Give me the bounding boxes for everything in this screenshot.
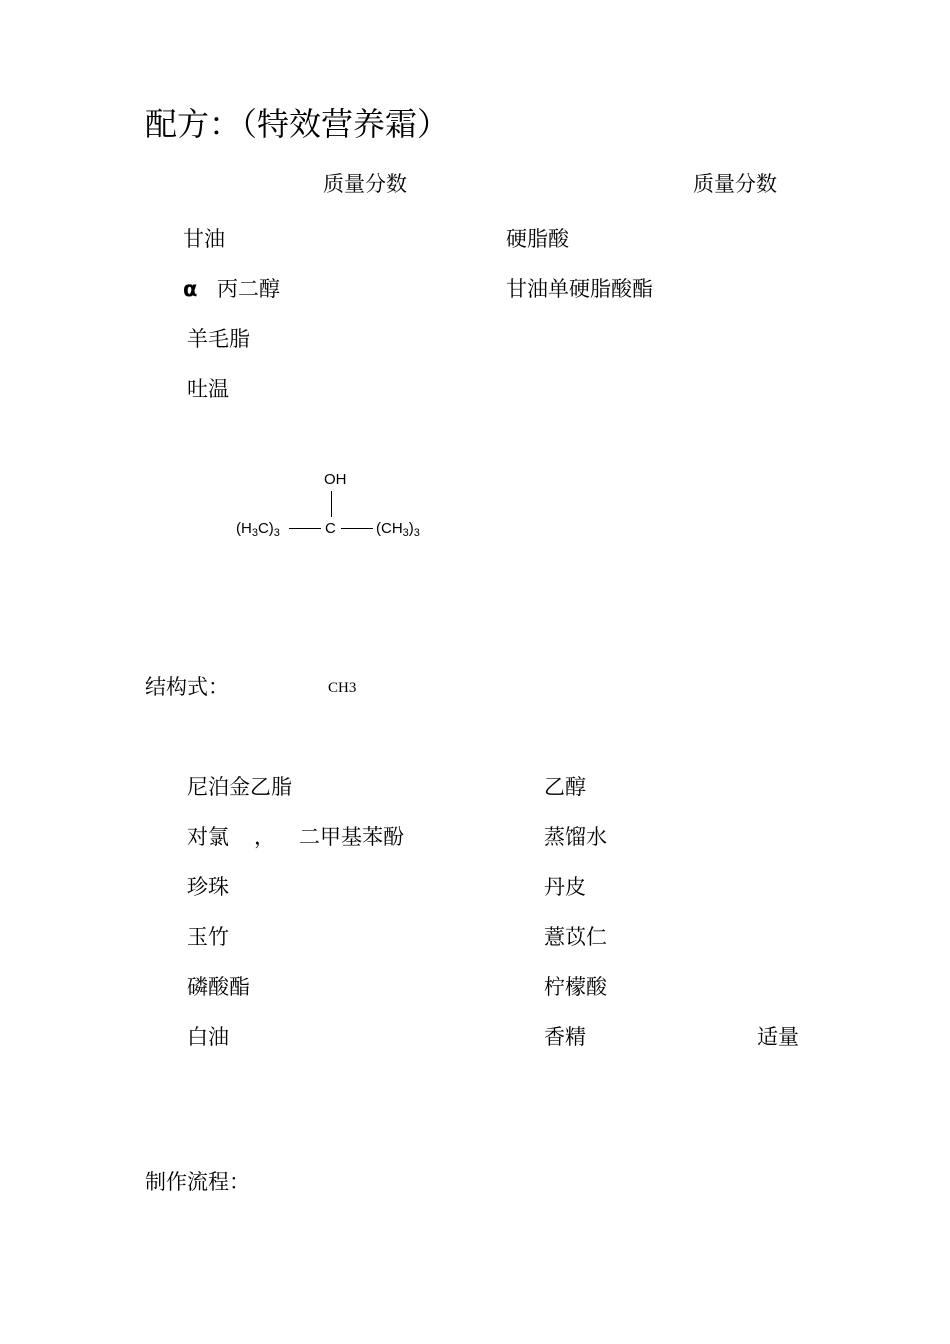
center-carbon-label: C [325,520,336,537]
structure-label: 结构式： [145,675,229,699]
ingredient-pearl: 珍珠 [187,875,229,899]
appropriate-amount-note: 适量 [757,1025,799,1049]
header-mass-fraction-2: 质量分数 [693,172,777,196]
process-label: 制作流程： [145,1170,250,1194]
ingredient-fragrance: 香精 [544,1025,586,1049]
ingredient-distilled-water: 蒸馏水 [544,825,607,849]
left-bond [289,528,321,529]
ingredient-polygonatum: 玉竹 [187,925,229,949]
ingredient-p-chloro: 对氯 [187,825,229,849]
ingredient-white-oil: 白油 [187,1025,229,1049]
ingredient-citric-acid: 柠檬酸 [544,975,607,999]
ingredient-ethylparaben: 尼泊金乙脂 [187,775,292,799]
ingredient-propanediol: 丙二醇 [217,277,280,301]
right-group-label: $(CH_3)_3$ [376,520,420,539]
ingredient-stearic-acid: 硬脂酸 [506,227,569,251]
comma-separator: ， [254,825,275,849]
ingredient-phosphate-ester: 磷酸酯 [187,975,250,999]
vertical-bond [331,491,332,517]
ch3-label: CH3 [328,680,357,696]
alpha-symbol: α [183,277,198,301]
right-bond [341,528,373,529]
left-group-label: $(H_3C)_3$ [236,520,280,539]
ingredient-moutan-bark: 丹皮 [544,875,586,899]
ingredient-ethanol: 乙醇 [544,775,586,799]
header-mass-fraction-1: 质量分数 [323,172,407,196]
ingredient-dimethylphenol: 二甲基苯酚 [299,825,404,849]
ingredient-glycerin: 甘油 [183,227,225,251]
ingredient-lanolin: 羊毛脂 [187,327,250,351]
page-title: 配方：（特效营养霜） [145,105,450,143]
ingredient-glyceryl-monostearate: 甘油单硬脂酸酯 [506,277,653,301]
ingredient-tween: 吐温 [187,377,229,401]
hydroxyl-label: OH [324,471,347,488]
ingredient-coix-seed: 薏苡仁 [544,925,607,949]
